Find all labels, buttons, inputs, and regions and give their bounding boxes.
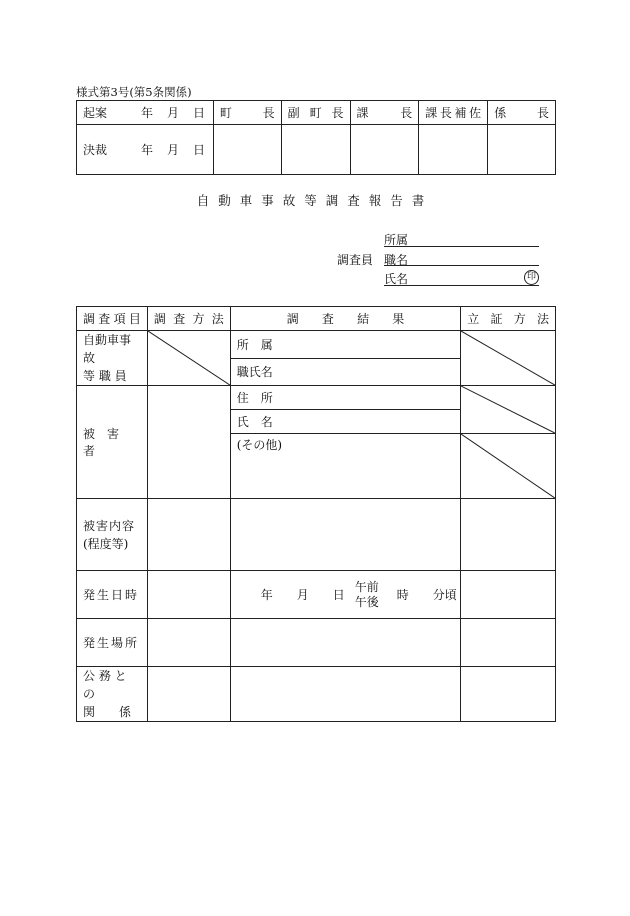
stamp-box-assistant-chief[interactable] bbox=[419, 125, 488, 175]
place-proof-cell[interactable] bbox=[461, 619, 556, 667]
staff-affiliation-cell[interactable]: 所 属 bbox=[230, 331, 460, 359]
header-result: 調 査 結 果 bbox=[230, 307, 460, 331]
header-method: 調 査 方 法 bbox=[147, 307, 230, 331]
stamp-box-subsection-chief[interactable] bbox=[488, 125, 556, 175]
stamp-box-deputy-mayor[interactable] bbox=[281, 125, 350, 175]
row-label-datetime: 発生日時 bbox=[77, 571, 148, 619]
relation-result-cell[interactable] bbox=[230, 667, 460, 722]
position-town-mayor: 町 長 bbox=[213, 101, 281, 125]
victim-proof-crossed-cell-1 bbox=[461, 386, 556, 434]
row-label-damage: 被害内容 (程度等) bbox=[77, 499, 148, 571]
victim-other-cell[interactable]: (その他) bbox=[230, 434, 460, 499]
row-label-place: 発生場所 bbox=[77, 619, 148, 667]
investigator-name-label: 氏名 bbox=[384, 272, 409, 286]
row-label-relation: 公 務 と の 関 係 bbox=[77, 667, 148, 722]
place-method-cell[interactable] bbox=[147, 619, 230, 667]
datetime-proof-cell[interactable] bbox=[461, 571, 556, 619]
investigator-name-line[interactable] bbox=[384, 285, 539, 286]
investigator-job-title-line[interactable] bbox=[384, 265, 539, 266]
damage-proof-cell[interactable] bbox=[461, 499, 556, 571]
header-proof: 立 証 方 法 bbox=[461, 307, 556, 331]
position-assistant-chief: 課 長 補 佐 bbox=[419, 101, 488, 125]
relation-method-cell[interactable] bbox=[147, 667, 230, 722]
damage-method-cell[interactable] bbox=[147, 499, 230, 571]
staff-method-crossed-cell bbox=[147, 331, 230, 386]
staff-proof-crossed-cell bbox=[461, 331, 556, 386]
victim-method-cell[interactable] bbox=[147, 386, 230, 499]
header-item: 調 査 項 目 bbox=[77, 307, 148, 331]
position-subsection-chief: 係 長 bbox=[488, 101, 556, 125]
staff-job-name-cell[interactable]: 職氏名 bbox=[230, 358, 460, 386]
datetime-result-cell[interactable]: 年 月 日 午前 午後 時 分頃 bbox=[230, 571, 460, 619]
decided-date-cell[interactable]: 決裁 年 月 日 bbox=[77, 125, 214, 175]
approval-stamp-table bbox=[76, 100, 556, 175]
position-section-chief: 課 長 bbox=[350, 101, 419, 125]
form-number-label: 様式第3号(第5条関係) bbox=[76, 85, 192, 99]
investigator-label: 調査員 bbox=[337, 253, 374, 267]
position-deputy-mayor: 副 町 長 bbox=[281, 101, 350, 125]
stamp-box-section-chief[interactable] bbox=[350, 125, 419, 175]
place-result-cell[interactable] bbox=[230, 619, 460, 667]
victim-name-cell[interactable]: 氏 名 bbox=[230, 410, 460, 434]
seal-mark-icon: 印 bbox=[524, 270, 539, 285]
row-label-staff: 自動車事故 等 職 員 bbox=[77, 331, 148, 386]
stamp-box-town-mayor[interactable] bbox=[213, 125, 281, 175]
drafted-label: 起案 bbox=[83, 106, 108, 120]
investigation-table bbox=[76, 306, 556, 722]
datetime-method-cell[interactable] bbox=[147, 571, 230, 619]
damage-result-cell[interactable] bbox=[230, 499, 460, 571]
victim-proof-crossed-cell-2 bbox=[461, 434, 556, 499]
relation-proof-cell[interactable] bbox=[461, 667, 556, 722]
investigator-affiliation-label: 所属 bbox=[384, 233, 409, 247]
investigator-affiliation-line[interactable] bbox=[384, 246, 539, 247]
document-title: 自動車事故等調査報告書 bbox=[196, 193, 434, 208]
decided-label: 決裁 bbox=[83, 143, 108, 157]
drafted-date-cell[interactable]: 起案 年 月 日 bbox=[77, 101, 214, 125]
victim-address-cell[interactable]: 住 所 bbox=[230, 386, 460, 410]
investigator-job-title-label: 職名 bbox=[384, 253, 409, 267]
row-label-victim: 被 害 者 bbox=[77, 386, 148, 499]
